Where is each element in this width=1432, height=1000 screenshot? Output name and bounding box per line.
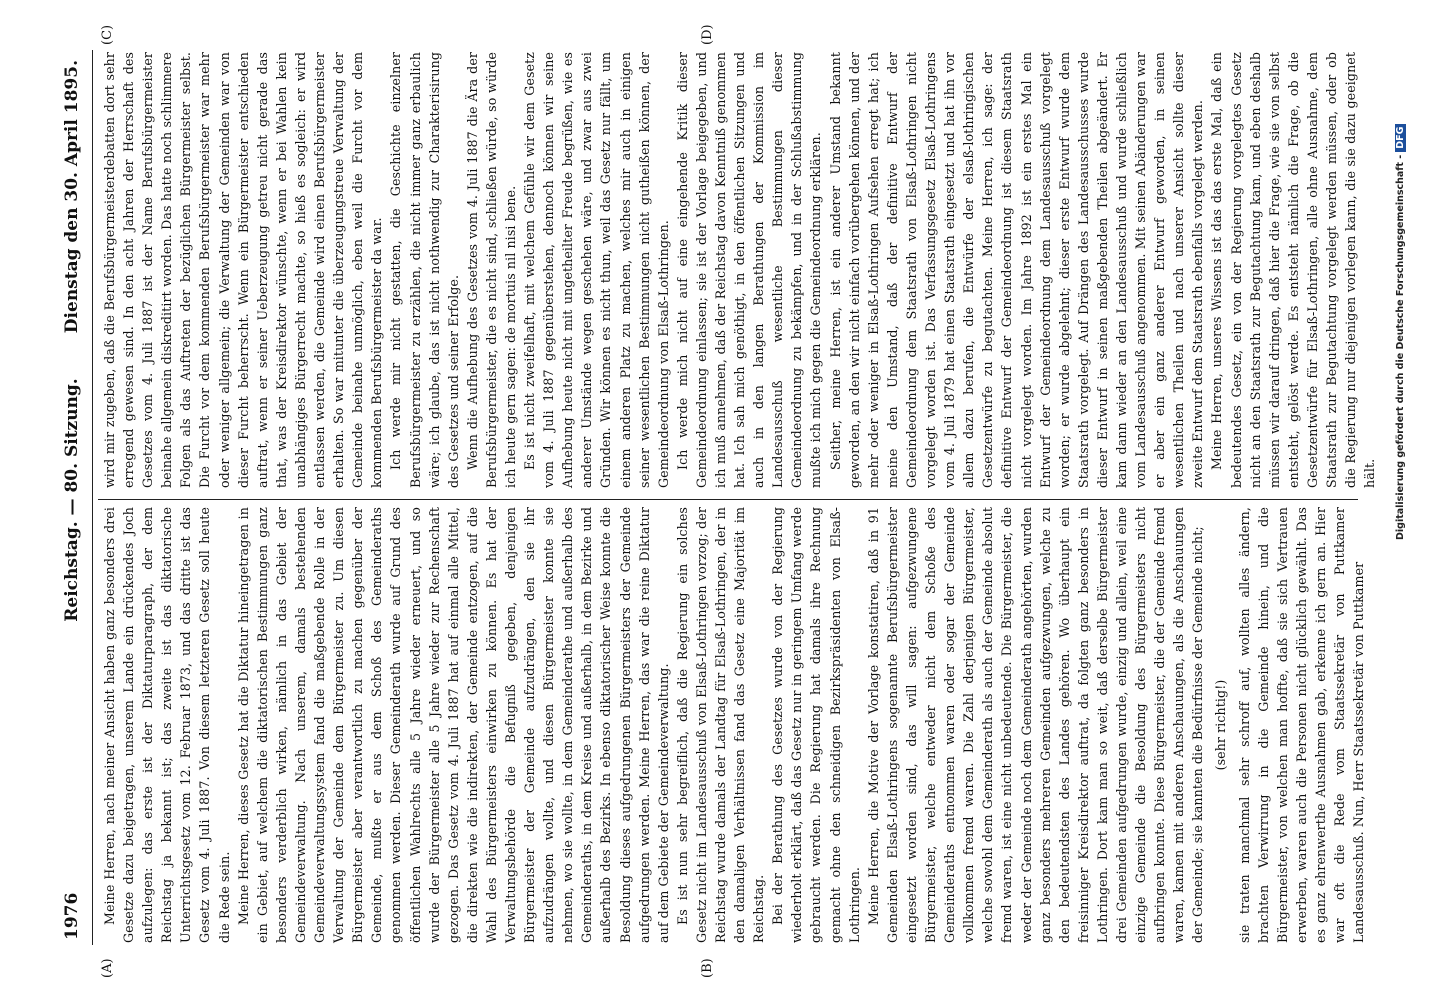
session-title: Reichstag. — 80. Sitzung. (62, 378, 82, 622)
paragraph: Es ist nun sehr begreiflich, daß die Regierung ein solches Gesetz nicht im Landesausschuß von Elsaß-Lothringen vorzog; der Reichstag wurde damals der Landtag für Elsaß-Lothringen, der in den damaligen Verhältnissen fand das Gesetz eine Majorität im Reichstag. (674, 507, 767, 943)
left-column (100, 507, 1368, 943)
session-date: Dienstag den 30. April 1895. (62, 60, 82, 334)
margin-marker-c: (C) (100, 24, 115, 45)
paragraph: Meine Herren, unseres Wissens ist das das erste Mal, daß ein bedeutendes Gesetz, ein von der Regierung vorgelegtes Gesetz nicht an den Staatsrath zur Begutachtung kam, und eben deshalb müssen wir darauf dringen, daß hier die Frage, wie sie von selbst entsteht, gelöst werde. Es entsteht nämlich die Frage, ob die Gesetzentwürfe für Elsaß-Lothringen, alle ohne Ausnahme, dem Staatsrath zur Begutachtung vorgelegt werden müssen, oder ob die Regierung nur diejenigen vorlegen kann, die sie dazu geeignet hält. (1209, 52, 1378, 488)
paragraph: Bei der Berathung des Gesetzes wurde von der Regierung wiederholt erklärt, daß das Gesetz nur in geringem Umfang werde gebraucht werden. Die Regierung hat damals ihre Rechnung gemacht ohne den schneidigen Bezirkspräsidenten von Elsaß-Lothringen. (770, 507, 862, 943)
paragraph: sie traten manchmal sehr schroff auf, wollten alles ändern, brachten Verwirrung in die Gemeinde hinein, und die Bürgermeister, von welchen man hoffte, daß sie sich Vertrauen erwerben, waren auch die Personen nicht glücklich gewählt. Das es ganz ehrenwerthe Ausnahmen gab, erkenne ich gern an. Hier war oft die Rede vom Staatssekretär von Puttkamer Landesausschuß. Nun, Herr Staatssekretär von Puttkamer (1236, 507, 1367, 943)
margin-marker-a: (A) (100, 958, 115, 978)
digitization-credit (1395, 0, 1406, 540)
paragraph: Ich werde mich nicht auf eine eingehende Kritik dieser Gemeindeordnung einlassen; sie ist der Vorlage beigegeben, und ich muß annehmen, daß der Reichstag davon Kenntniß genommen hat. Ich sah mich genöthigt, in den öffentlichen Sitzungen und auch in den langen Berathungen der Kommission im Landesausschuß wesentliche Bestimmungen dieser Gemeindeordnung zu bekämpfen, und in der Schlußabstimmung mußte ich mich gegen die Gemeindeordnung erklären. (674, 52, 824, 488)
paragraph: Meine Herren, nach meiner Ansicht haben ganz besonders drei Gesetze dazu beigetragen, unserem Lande ein drückendes Joch aufzulegen: das erste ist der Diktaturparagraph, der dem Reichstag ja bekannt ist; das zweite ist das diktatorische Unterrichtsgesetz vom 12. Februar 1873, und das dritte ist das Gesetz vom 4. Juli 1887. Von diesem letzteren Gesetz soll heute die Rede sein. (102, 507, 232, 943)
paragraph: Seither, meine Herren, ist ein anderer Umstand bekannt geworden, an den wir nicht einfach vorübergehen können, und der mehr oder weniger in Elsaß-Lothringen Aufsehen erregt hat; ich meine den Umstand, daß der definitive Entwurf der Gemeindeordnung dem Staatsrath von Elsaß-Lothringen nicht vorgelegt worden ist. Das Verfassungsgesetz Elsaß-Lothringens vom 4. Juli 1879 hat einen Staatsrath eingesetzt und hat ihn vor allem dazu berufen, die Entwürfe der elsaß-lothringischen Gesetzentwürfe zu begutachten. Meine Herren, ich sage: der definitive Entwurf der Gemeindeordnung ist diesem Staatsrath nicht vorgelegt worden. Im Jahre 1892 ist ein erstes Mal ein Entwurf der Gemeindeordnung dem Landesausschuß vorgelegt worden; er wurde abgelehnt; dieser erste Entwurf wurde dem Staatsrath vorgelegt. Auf Drängen des Landesausschusses wurde dieser Entwurf in seinen maßgebenden Theilen abgeändert. Er kam dann wieder an den Landesausschuß und wurde schließlich vom Landesausschuß angenommen. Mit seinen Abänderungen war er aber ein ganz anderer Entwurf geworden, in seinen wesentlichen Theilen und nach unserer Ansicht sollte dieser zweite Entwurf dem Staatsrath ebenfalls vorgelegt werden. (827, 52, 1206, 488)
interjection: (sehr richtig!) (1213, 679, 1229, 771)
page-number: 1976 (62, 892, 82, 940)
credit-text: Digitalisierung gefördert durch die Deutsche Forschungsgemeinschaft - (1395, 154, 1406, 540)
column-divider (98, 499, 1358, 500)
paragraph: wird mir zugeben, daß die Berufsbürgermeisterdebatten dort sehr erregend gewesen sind. In den acht Jahren der Herrschaft des Gesetzes vom 4. Juli 1887 ist der Name Berufsbürgermeister beinahe allgemein diskreditirt worden. Das hatte noch schlimmere Folgen als das Auftreten der bezüglichen Bürgermeister selbst. Die Furcht vor dem kommenden Berufsbürgermeister war mehr oder weniger allgemein; die Verwaltung der Gemeinden war von dieser Furcht beherrscht. Wenn ein Bürgermeister entschieden auftrat, wenn er seiner Ueberzeugung getreu nicht gerade das that, was der Kreisdirektor wünschte, wenn er bei Wahlen kein unabhängiges Bürgerrecht machte, so hieß es sogleich: er wird entlassen werden, die Gemeinde wird einen Berufsbürgermeister erhalten. So war mitunter die überzeugungstreue Verwaltung der Gemeinde beinahe unmöglich, eben weil die Furcht vor dem kommenden Berufsbürgermeister da war. (102, 52, 385, 488)
paragraph: Es ist nicht zweifelhaft, mit welchem Gefühle wir dem Gesetz vom 4. Juli 1887 gegenüberstehen, dennoch können wir seine Aufhebung heute nicht mit ungetheilter Freude begrüßen, wie es anderer Umstände wegen geschehen wäre, und zwar aus zwei Gründen. Wir können es nicht thun, weil das Gesetz nur fällt, um einem anderen Platz zu machen, welches mir auch in einigen seiner wesentlichen Bestimmungen nicht gutheißen können, der Gemeindeordnung von Elsaß-Lothringen. (522, 52, 671, 488)
header-rule (92, 50, 93, 945)
dfg-logo: DFG (1395, 124, 1406, 152)
margin-marker-d: (D) (700, 24, 715, 45)
paragraph: Ich werde mir nicht gestatten, die Geschichte einzelner Berufsbürgermeister zu erzählen, die nicht immer ganz erbaulich wäre; ich glaube, das ist nicht nothwendig zur Charakterisirung des Gesetzes und seiner Erfolge. (388, 52, 461, 488)
margin-marker-b: (B) (700, 958, 715, 978)
page-header (62, 60, 92, 940)
paragraph: Wenn die Aufhebung des Gesetzes vom 4. Juli 1887 die Ära der Berufsbürgermeister, die es nicht sind, schließen würde, so würde ich heute gern sagen: de mortuis nil nisi bene. (464, 52, 518, 488)
right-column (100, 52, 1379, 488)
paragraph: Meine Herren, dieses Gesetz hat die Diktatur hineingetragen in ein Gebiet, auf welchem die diktatorischen Bestimmungen ganz besonders verderblich wirken, nämlich in das Gebiet der Gemeindeverwaltung. Nach unserem, damals bestehenden Gemeindeverwaltungssystem fand die maßgebende Rolle in der Verwaltung der Gemeinde dem Bürgermeister zu. Um diesen Bürgermeister aber verantwortlich zu machen gegenüber der Gemeinde, mußte er aus dem Schoß des Gemeinderaths genommen werden. Dieser Gemeinderath wurde auf Grund des öffentlichen Wahlrechts alle 5 Jahre wieder erneuert, und so wurde der Bürgermeister alle 5 Jahre wieder zur Rechenschaft gezogen. Das Gesetz vom 4. Juli 1887 hat auf einmal alle Mittel, die direkten wie die indirekten, der Gemeinde entzogen, auf die Wahl des Bürgermeisters einwirken zu können. Es hat der Verwaltungsbehörde die Befugniß gegeben, denjenigen Bürgermeister der Gemeinde aufzudrängen, den sie ihr aufzudrängen wollte, und diesen Bürgermeister konnte sie nehmen, wo sie wollte, in dem Gemeinderathe und außerhalb des Gemeinderaths, in dem Kreise und außerhalb, in dem Bezirke und außerhalb des Bezirks. In ebenso diktatorischer Weise konnte die Besoldung dieses aufgedrungenen Bürgermeisters der Gemeinde aufgedrungen werden. Meine Herren, das war die reine Diktatur auf dem Gebiete der Gemeindeverwaltung. (235, 507, 671, 943)
paragraph: Meine Herren, die Motive der Vorlage konstatiren, daß in 91 Gemeinden Elsaß-Lothringens sogenannte Berufsbürgermeister eingesetzt worden sind, das will sagen: aufgezwungene Bürgermeister, welche entweder nicht dem Schoße des Gemeinderaths entnommen waren oder sogar der Gemeinde vollkommen fremd waren. Die Zahl derjenigen Bürgermeister, welche sowohl dem Gemeinderath als auch der Gemeinde absolut fremd waren, ist eine nicht unbedeutende. Die Bürgermeister, die weder der Gemeinde noch dem Gemeinderath angehörten, wurden ganz besonders mehreren Gemeinden aufgezwungen, welche zu den bedeutendsten des Landes gehören. Wo überhaupt ein freisinniger Kreisdirektor auftrat, da folgten ganz besonders in Lothringen. Dort kam man so weit, daß derselbe Bürgermeister drei Gemeinden aufgedrungen wurde, einzig und allein, weil eine einzige Gemeinde die Besoldung des Bürgermeisters nicht aufbringen konnte. Diese Bürgermeister, die der Gemeinde fremd waren, kamen mit anderen Anschauungen, als die Anschauungen der Gemeinde; sie kannten die Bedürfnisse der Gemeinde nicht; (865, 507, 1206, 943)
